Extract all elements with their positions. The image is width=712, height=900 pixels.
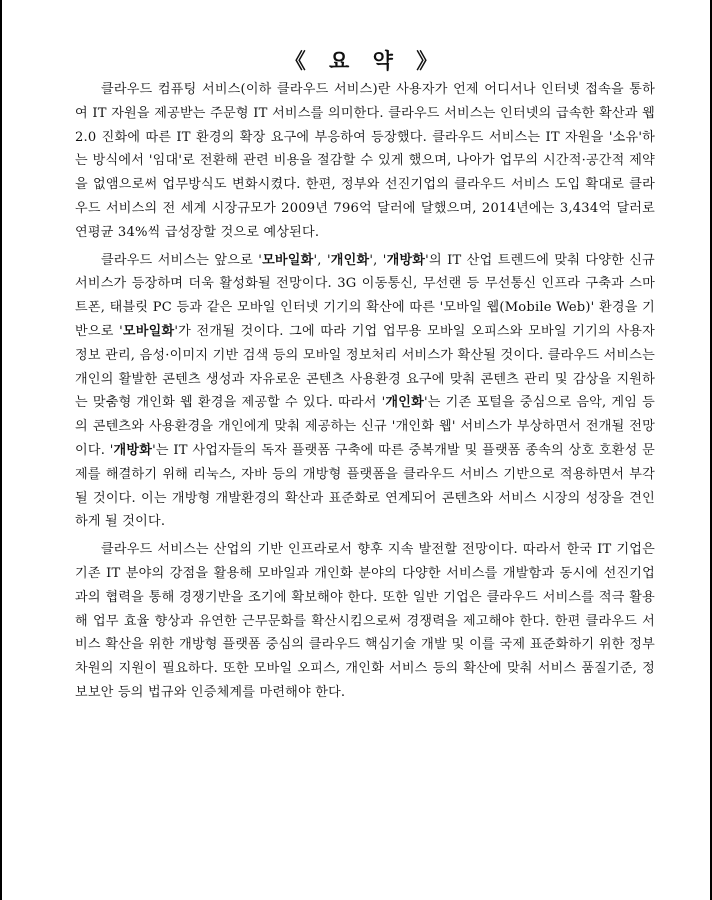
paragraph-outlook [75,538,655,705]
page-border-left [0,0,2,900]
bold-term-openness: 개방화 [386,252,426,268]
paragraph-overview [75,78,655,245]
paragraph-text: '의 IT 산업 트렌드에 맞춰 다양한 신규 서비스가 등장하며 더욱 활성화될 전망이다. 3G 이동통신, 무선랜 등 무선통신 인프라 구축과 스마트폰, 태블릿 PC 등과 같은 모바일 인터넷 기기의 확산에 따른 '모바일 웹(Mobile Web)' 환경을 기반으로 ' [75,252,655,339]
paragraph-text: ', ' [369,252,387,268]
paragraph-trends [75,249,655,535]
bold-term-personalization: 개인화 [385,395,424,411]
paragraph-text: '가 전개될 것이다. 그에 따라 기업 업무용 모바일 오피스와 모바일 기기의 사용자 정보 관리, 음성·이미지 기반 검색 등의 모바일 정보처리 서비스가 확산될 것이다. 클라우드 서비스는 개인의 활발한 콘텐츠 생성과 자유로운 콘텐츠 사용환경 요구에 맞춰 콘텐츠 관리 및 감상을 지원하는 맞춤형 개인화 웹 환경을 제공할 수 있다. 따라서 ' [75,323,655,411]
bold-term-mobile: 모바일화 [122,323,175,339]
paragraph-text: 클라우드 서비스는 앞으로 ' [101,252,263,268]
paragraph-text: ', ' [313,252,331,268]
paragraph-text: 클라우드 컴퓨팅 서비스(이하 클라우드 서비스)란 사용자가 언제 어디서나 인터넷 접속을 통하여 IT 자원을 제공받는 주문형 IT 서비스를 의미한다. 클라우드 서비스는 인터넷의 급속한 확산과 웹2.0 진화에 따른 IT 환경의 확장 요구에 부응하여 등장했다. 클라우드 서비스는 IT 자원을 '소유'하는 방식에서 '임대'로 전환해 관련 비용을 절감할 수 있게 했으며, 나아가 업무의 시간적·공간적 제약을 없앰으로써 업무방식도 변화시켰다. 한편, 정부와 선진기업의 클라우드 서비스 도입 확대로 클라우드 서비스의 전 세계 시장규모가 2009년 796억 달러에 달했으며, 2014년에는 3,434억 달러로 연평균 34%씩 급성장할 것으로 예상된다. [75,82,655,240]
bold-term-personalization: 개인화 [330,252,370,268]
bold-term-openness: 개방화 [113,442,153,458]
page-title: 《 요 약 》 [284,49,446,73]
paragraph-text: '는 IT 사업자들의 독자 플랫폼 구축에 따른 중복개발 및 플랫폼 종속의 상호 호환성 문제를 해결하기 위해 리눅스, 자바 등의 개방형 플랫폼을 클라우드 서비스 기반으로 적용하면서 부각될 것이다. 이는 개방형 개발환경의 확산과 표준화로 연계되어 콘텐츠와 서비스 시장의 성장을 견인하게 될 것이다. [75,442,655,530]
document-body [75,38,655,709]
bold-term-mobile: 모바일화 [262,252,314,268]
paragraph-text: '는 기존 포털을 중심으로 음악, 게임 등의 콘텐츠와 사용환경을 개인에게 맞춰 제공하는 신규 '개인화 웹' 서비스가 부상하면서 전개될 전망이다. ' [75,395,655,458]
paragraph-text: 클라우드 서비스는 산업의 기반 인프라로서 향후 지속 발전할 전망이다. 따라서 한국 IT 기업은 기존 IT 분야의 강점을 활용해 모바일과 개인화 분야의 다양한 서비스를 개발함과 동시에 선진기업과의 협력을 통해 경쟁기반을 조기에 확보해야 한다. 또한 일반 기업은 클라우드 서비스를 적극 활용해 업무 효율 향상과 유연한 근무문화를 확산시킴으로써 경쟁력을 제고해야 한다. 한편 클라우드 서비스 확산을 위한 개방형 플랫폼 중심의 클라우드 핵심기술 개발 및 이를 국제 표준화하기 위한 정부 차원의 지원이 필요하다. 또한 모바일 오피스, 개인화 서비스 등의 확산에 맞춰 서비스 품질기준, 정보보안 등의 법규와 인증체계를 마련해야 한다. [75,542,655,700]
